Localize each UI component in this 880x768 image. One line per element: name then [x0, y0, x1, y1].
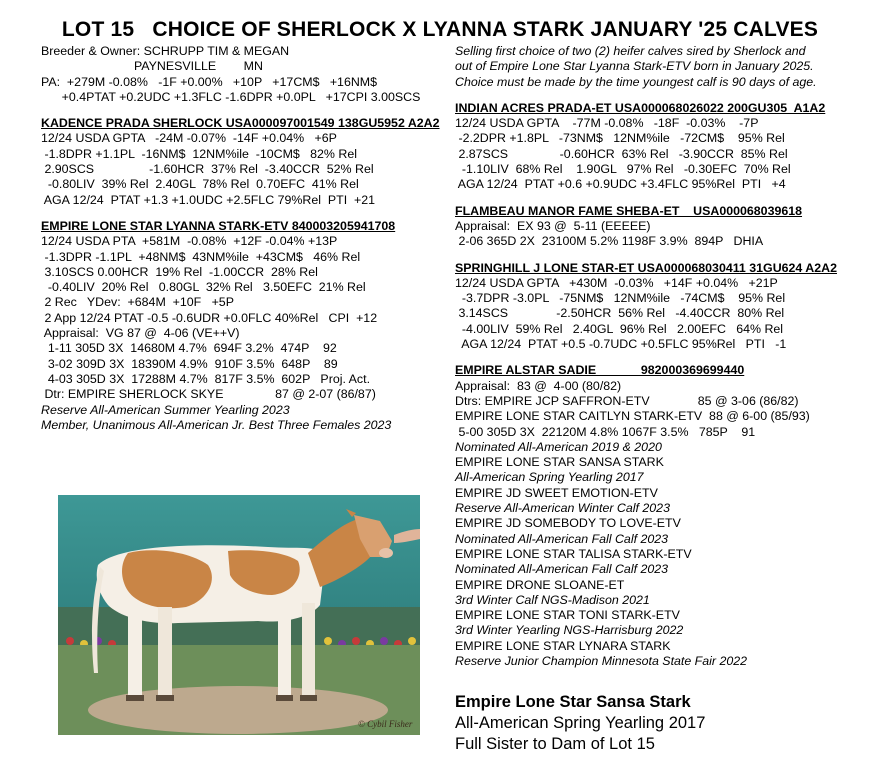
p4-line: EMPIRE LONE STAR TONI STARK-ETV [455, 608, 680, 623]
dam-line: Dtr: EMPIRE SHERLOCK SKYE 87 @ 2-07 (86/87) [41, 387, 376, 402]
p4-line: Nominated All-American Fall Calf 2023 [455, 562, 669, 577]
p1-line: 12/24 USDA GPTA -77M -0.08% -18F -0.03% -7P [455, 116, 759, 131]
p3-line: 12/24 USDA GPTA +430M -0.03% +14F +0.04% +21P [455, 275, 778, 290]
lot-title: LOT 15 CHOICE OF SHERLOCK X LYANNA STARK JANUARY '25 CALVES [61, 18, 819, 41]
pedigree-heading-3: SPRINGHILL J LONE STAR-ET USA000068030411 31GU624 A2A2 [455, 260, 837, 275]
p4-line: Nominated All-American Fall Calf 2023 [455, 531, 669, 546]
p4-line: EMPIRE DRONE SLOANE-ET [455, 577, 625, 592]
right-column [455, 44, 865, 669]
dam-line: 3-02 309D 3X 18390M 4.9% 910F 3.5% 648P 89 [41, 356, 338, 371]
sire-line: -1.8DPR +1.1PL -16NM$ 12NM%ile -10CM$ 82% Rel [41, 146, 357, 161]
dam-line: 3.10SCS 0.00HCR 19% Rel -1.00CCR 28% Rel [41, 264, 318, 279]
left-column [41, 44, 446, 433]
sire-heading: KADENCE PRADA SHERLOCK USA000097001549 138GU5952 A2A2 [41, 116, 440, 131]
p1-line: -1.10LIV 68% Rel 1.90GL 97% Rel -0.30EFC 70% Rel [455, 162, 791, 177]
dam-line: 12/24 USDA PTA +581M -0.08% +12F -0.04% +13P [41, 234, 338, 249]
p4-line: Nominated All-American 2019 & 2020 [455, 439, 662, 454]
breeder-block [41, 44, 446, 105]
pedigree-heading-2: FLAMBEAU MANOR FAME SHEBA-ET USA000068039618 [455, 203, 803, 218]
p4-line: 3rd Winter Yearling NGS-Harrisburg 2022 [455, 623, 684, 638]
caption-line-1: All-American Spring Yearling 2017 [455, 714, 706, 732]
intro-line: out of Empire Lone Star Lyanna Stark-ETV born in January 2025. [455, 59, 814, 74]
breeder-line: Breeder & Owner: SCHRUPP TIM & MEGAN [41, 44, 290, 58]
dam-notes [41, 403, 446, 434]
breeder-line: +0.4PTAT +0.2UDC +1.3FLC -1.6DPR +0.0PL +17CPI 3.00SCS [41, 89, 421, 104]
p1-line: 2.87SCS -0.60HCR 63% Rel -3.90CCR 85% Rel [455, 146, 788, 161]
dam-notes-line: Member, Unanimous All-American Jr. Best Three Females 2023 [41, 417, 392, 432]
p4-line: EMPIRE JD SOMEBODY TO LOVE-ETV [455, 516, 681, 531]
sire-line: 12/24 USDA GPTA -24M -0.07% -14F +0.04% +6P [41, 131, 337, 146]
dam-line: 1-11 305D 3X 14680M 4.7% 694F 3.2% 474P 92 [41, 341, 337, 356]
p1-line: AGA 12/24 PTAT +0.6 +0.9UDC +3.4FLC 95%Rel PTI +4 [455, 177, 786, 192]
dam-line: -0.40LIV 20% Rel 0.80GL 32% Rel 3.50EFC 21% Rel [41, 280, 366, 295]
dam-line: -1.3DPR -1.1PL +48NM$ 43NM%ile +43CM$ 46% Rel [41, 249, 361, 264]
p3-line: -4.00LIV 59% Rel 2.40GL 96% Rel 2.00EFC 64% Rel [455, 321, 784, 336]
sire-line: -0.80LIV 39% Rel 2.40GL 78% Rel 0.70EFC 41% Rel [41, 177, 359, 192]
breeder-line: PAYNESVILLE MN [41, 59, 263, 74]
dam-line: 4-03 305D 3X 17288M 4.7% 817F 3.5% 602P Proj. Act. [41, 371, 371, 386]
caption-title: Empire Lone Star Sansa Stark [455, 693, 691, 711]
pedigree-heading-1: INDIAN ACRES PRADA-ET USA000068026022 200GU305 A1A2 [455, 100, 826, 115]
dam-line: 2 App 12/24 PTAT -0.5 -0.6UDR +0.0FLC 40%Rel CPI +12 [41, 310, 378, 325]
dam-block [41, 234, 446, 402]
sire-line: 2.90SCS -1.60HCR 37% Rel -3.40CCR 52% Rel [41, 162, 374, 177]
cow-photo-illustration [58, 495, 420, 735]
dam-notes-line: Reserve All-American Summer Yearling 2023 [41, 402, 290, 417]
sire-block [41, 131, 446, 207]
photographer-signature: © Cybil Fisher [358, 719, 413, 729]
p2-line: 2-06 365D 2X 23100M 5.2% 1198F 3.9% 894P DHIA [455, 234, 764, 249]
caption-line-2: Full Sister to Dam of Lot 15 [455, 735, 655, 753]
p3-line: 3.14SCS -2.50HCR 56% Rel -4.40CCR 80% Rel [455, 306, 785, 321]
intro-line: Selling first choice of two (2) heifer calves sired by Sherlock and [455, 44, 806, 58]
pedigree-heading-4: EMPIRE ALSTAR SADIE 982000369699440 [455, 363, 745, 378]
breeder-line: PA: +279M -0.08% -1F +0.00% +10P +17CM$ +16NM$ [41, 74, 377, 89]
intro-block [455, 44, 865, 90]
dam-line: Appraisal: VG 87 @ 4-06 (VE++V) [41, 326, 240, 341]
p4-line: Reserve Junior Champion Minnesota State Fair 2022 [455, 653, 748, 668]
p4-line: Reserve All-American Winter Calf 2023 [455, 501, 670, 516]
pedigree-block-2 [455, 219, 865, 250]
p4-line: 3rd Winter Calf NGS-Madison 2021 [455, 592, 650, 607]
p4-line: EMPIRE LONE STAR TALISA STARK-ETV [455, 546, 692, 561]
intro-line: Choice must be made by the time youngest calf is 90 days of age. [455, 74, 817, 89]
p3-line: -3.7DPR -3.0PL -75NM$ 12NM%ile -74CM$ 95% Rel [455, 291, 786, 306]
pedigree-block-4 [455, 379, 865, 670]
p1-line: -2.2DPR +1.8PL -73NM$ 12NM%ile -72CM$ 95% Rel [455, 131, 785, 146]
p3-line: AGA 12/24 PTAT +0.5 -0.7UDC +0.5FLC 95%Rel PTI -1 [455, 337, 787, 352]
photo-caption [455, 692, 705, 755]
cow-photo [58, 495, 420, 735]
sire-line: AGA 12/24 PTAT +1.3 +1.0UDC +2.5FLC 79%Rel PTI +21 [41, 192, 376, 207]
p4-line: EMPIRE LONE STAR CAITLYN STARK-ETV 88 @ 6-00 (85/93) [455, 409, 810, 424]
p4-line: 5-00 305D 3X 22120M 4.8% 1067F 3.5% 785P 91 [455, 424, 756, 439]
pedigree-block-3 [455, 276, 865, 352]
dam-heading: EMPIRE LONE STAR LYANNA STARK-ETV 840003205941708 [41, 218, 396, 233]
p2-line: Appraisal: EX 93 @ 5-11 (EEEEE) [455, 218, 651, 233]
p4-line: EMPIRE LONE STAR SANSA STARK [455, 455, 664, 470]
p4-line: EMPIRE JD SWEET EMOTION-ETV [455, 485, 658, 500]
pedigree-block-1 [455, 116, 865, 192]
p4-line: All-American Spring Yearling 2017 [455, 470, 644, 485]
dam-line: 2 Rec YDev: +684M +10F +5P [41, 295, 234, 310]
p4-line: Dtrs: EMPIRE JCP SAFFRON-ETV 85 @ 3-06 (86/82) [455, 393, 799, 408]
p4-line: Appraisal: 83 @ 4-00 (80/82) [455, 378, 622, 393]
p4-line: EMPIRE LONE STAR LYNARA STARK [455, 638, 671, 653]
